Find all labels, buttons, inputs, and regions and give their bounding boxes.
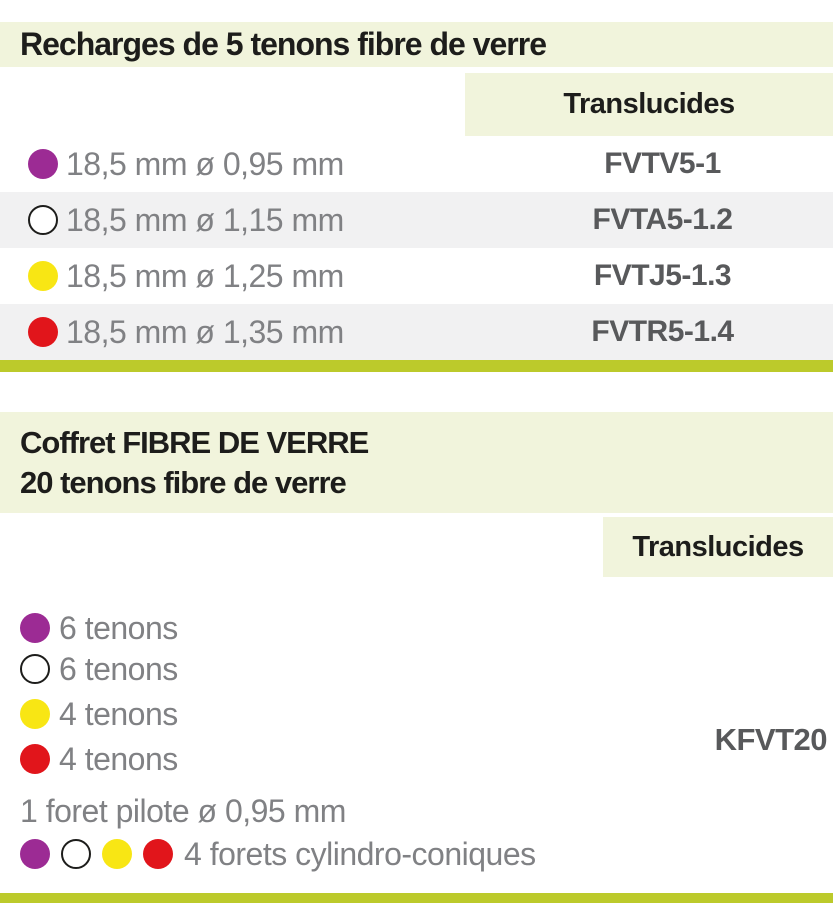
section2-title	[0, 412, 833, 513]
yellow-dot-icon	[20, 699, 50, 729]
divider-bar	[0, 360, 833, 372]
product-size-label: 18,5 mm ø 0,95 mm	[66, 145, 344, 182]
section2-title-line1: Coffret FIBRE DE VERRE	[20, 425, 369, 460]
product-size-label: 18,5 mm ø 1,25 mm	[66, 257, 344, 294]
white-dot-icon	[28, 205, 58, 235]
product-code: FVTV5-1	[604, 147, 721, 180]
red-dot-icon	[28, 317, 58, 347]
list-item-label: 6 tenons	[59, 650, 178, 687]
list-item	[20, 651, 178, 687]
red-dot-icon	[143, 839, 173, 869]
list-item	[20, 610, 178, 646]
section1-column-header-translucides: Translucides	[465, 73, 833, 136]
list-item-label: 4 forets cylindro-coniques	[184, 835, 536, 872]
section2-column-header-translucides: Translucides	[603, 517, 833, 577]
table-row	[0, 248, 833, 304]
list-item-label: 1 foret pilote ø 0,95 mm	[20, 792, 346, 829]
kit-product-code: KFVT20	[714, 722, 827, 757]
purple-dot-icon	[20, 613, 50, 643]
product-code: FVTR5-1.4	[591, 315, 734, 348]
list-item-label: 4 tenons	[59, 695, 178, 732]
purple-dot-icon	[20, 839, 50, 869]
list-item-label: 4 tenons	[59, 740, 178, 777]
list-item	[20, 696, 178, 732]
list-item	[20, 793, 346, 829]
product-size-label: 18,5 mm ø 1,35 mm	[66, 313, 344, 350]
purple-dot-icon	[28, 149, 58, 179]
section2-title-line2: 20 tenons fibre de verre	[20, 465, 346, 500]
list-item-label: 6 tenons	[59, 609, 178, 646]
yellow-dot-icon	[28, 261, 58, 291]
table-row	[0, 304, 833, 360]
divider-bar	[0, 893, 833, 903]
product-table	[0, 136, 833, 360]
table-row	[0, 136, 833, 192]
yellow-dot-icon	[102, 839, 132, 869]
table-row	[0, 192, 833, 248]
product-code: FVTA5-1.2	[592, 203, 733, 236]
product-size-label: 18,5 mm ø 1,15 mm	[66, 201, 344, 238]
list-item	[20, 741, 178, 777]
list-item	[20, 836, 536, 872]
white-dot-icon	[61, 839, 91, 869]
product-code: FVTJ5-1.3	[593, 259, 732, 292]
white-dot-icon	[20, 654, 50, 684]
section1-title: Recharges de 5 tenons fibre de verre	[0, 22, 833, 67]
red-dot-icon	[20, 744, 50, 774]
